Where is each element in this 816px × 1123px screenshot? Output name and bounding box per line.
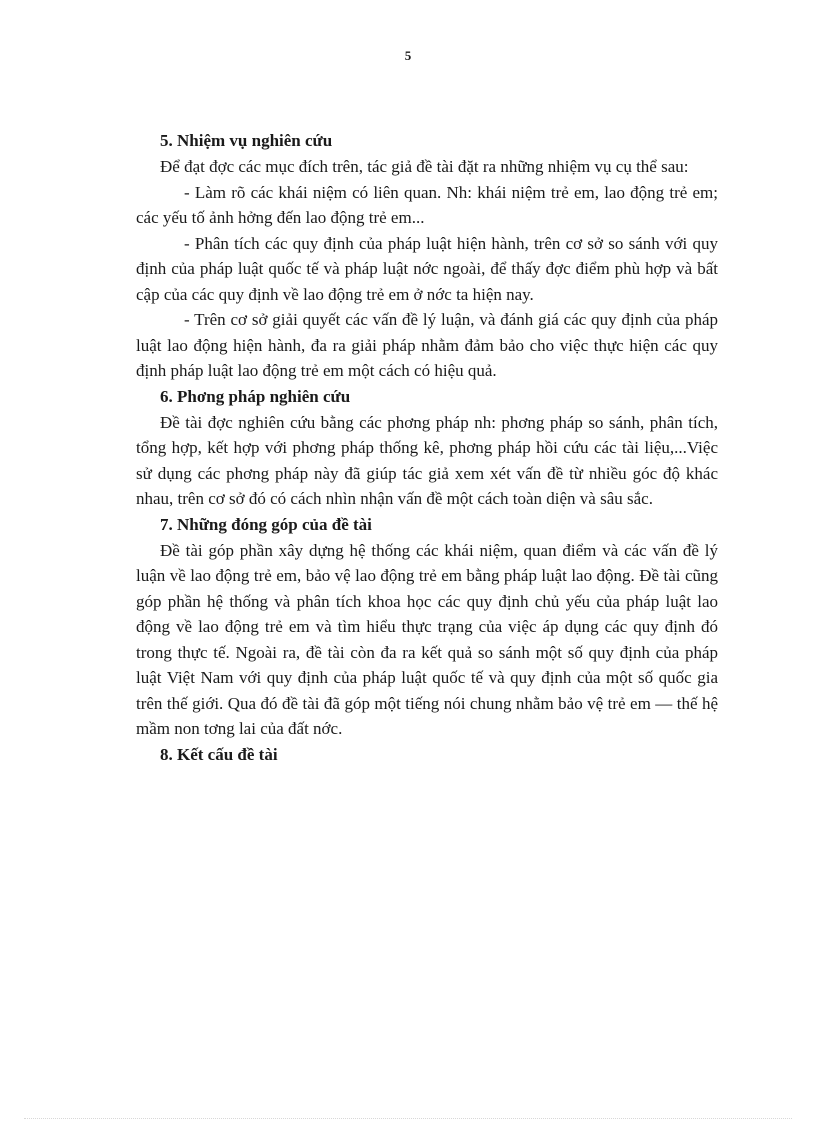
tasks-intro-paragraph: Để đạt đợc các mục đích trên, tác giả đề tài đặt ra những nhiệm vụ cụ thể sau: (160, 157, 689, 176)
page-number: 5 (404, 48, 412, 63)
contributions-paragraph: Đề tài góp phần xây dựng hệ thống các khái niệm, quan điểm và các vấn đề lý luận về lao động trẻ em, bảo vệ lao động trẻ em bằng pháp luật lao động. Đề tài cũng góp phần hệ thống và phân tích khoa học các quy định chủ yếu của pháp luật lao động về lao động trẻ em và tìm hiểu thực trạng của việc áp dụng các quy định đó trong thực tế. Ngoài ra, đề tài còn đa ra kết quả so sánh một số quy định của pháp luật Việt Nam với quy định của pháp luật quốc tế và quy định của một số quốc gia trên thế giới. Qua đó đề tài đã góp một tiếng nói chung nhằm bảo vệ trẻ em — thế hệ mầm non tơng lai của đất nớc. (136, 540, 718, 738)
tasks-bullet-3: - Trên cơ sở giải quyết các vấn đề lý luận, và đánh giá các quy định của pháp luật lao động hiện hành, đa ra giải pháp nhằm đảm bảo cho việc thực hiện các quy định pháp luật lao động trẻ em một cách có hiệu quả. (136, 310, 718, 380)
tasks-bullet-1: - Làm rõ các khái niệm có liên quan. Nh: khái niệm trẻ em, lao động trẻ em; các yếu tố ảnh hởng đến lao động trẻ em... (136, 182, 718, 227)
section-heading-contributions: 7. Những đóng góp của đề tài (160, 514, 372, 534)
document-body (136, 128, 718, 768)
section-heading-structure: 8. Kết cấu đề tài (160, 744, 278, 764)
section-heading-methods: 6. Phơng pháp nghiên cứu (160, 386, 351, 406)
section-heading-tasks: 5. Nhiệm vụ nghiên cứu (160, 131, 333, 150)
methods-paragraph: Đề tài đợc nghiên cứu bằng các phơng pháp nh: phơng pháp so sánh, phân tích, tổng hợp, kết hợp với phơng pháp thống kê, phơng pháp hồi cứu các tài liệu,...Việc sử dụng các phơng pháp này đã giúp tác giả xem xét vấn đề từ nhiều góc độ khác nhau, trên cơ sở đó có cách nhìn nhận vấn đề một cách toàn diện và sâu sắc. (136, 412, 718, 508)
page-bottom-divider (24, 1118, 792, 1119)
tasks-bullet-2: - Phân tích các quy định của pháp luật hiện hành, trên cơ sở so sánh với quy định của pháp luật quốc tế và pháp luật nớc ngoài, để thấy đợc điểm phù hợp và bất cập của các quy định về lao động trẻ em ở nớc ta hiện nay. (136, 233, 718, 304)
